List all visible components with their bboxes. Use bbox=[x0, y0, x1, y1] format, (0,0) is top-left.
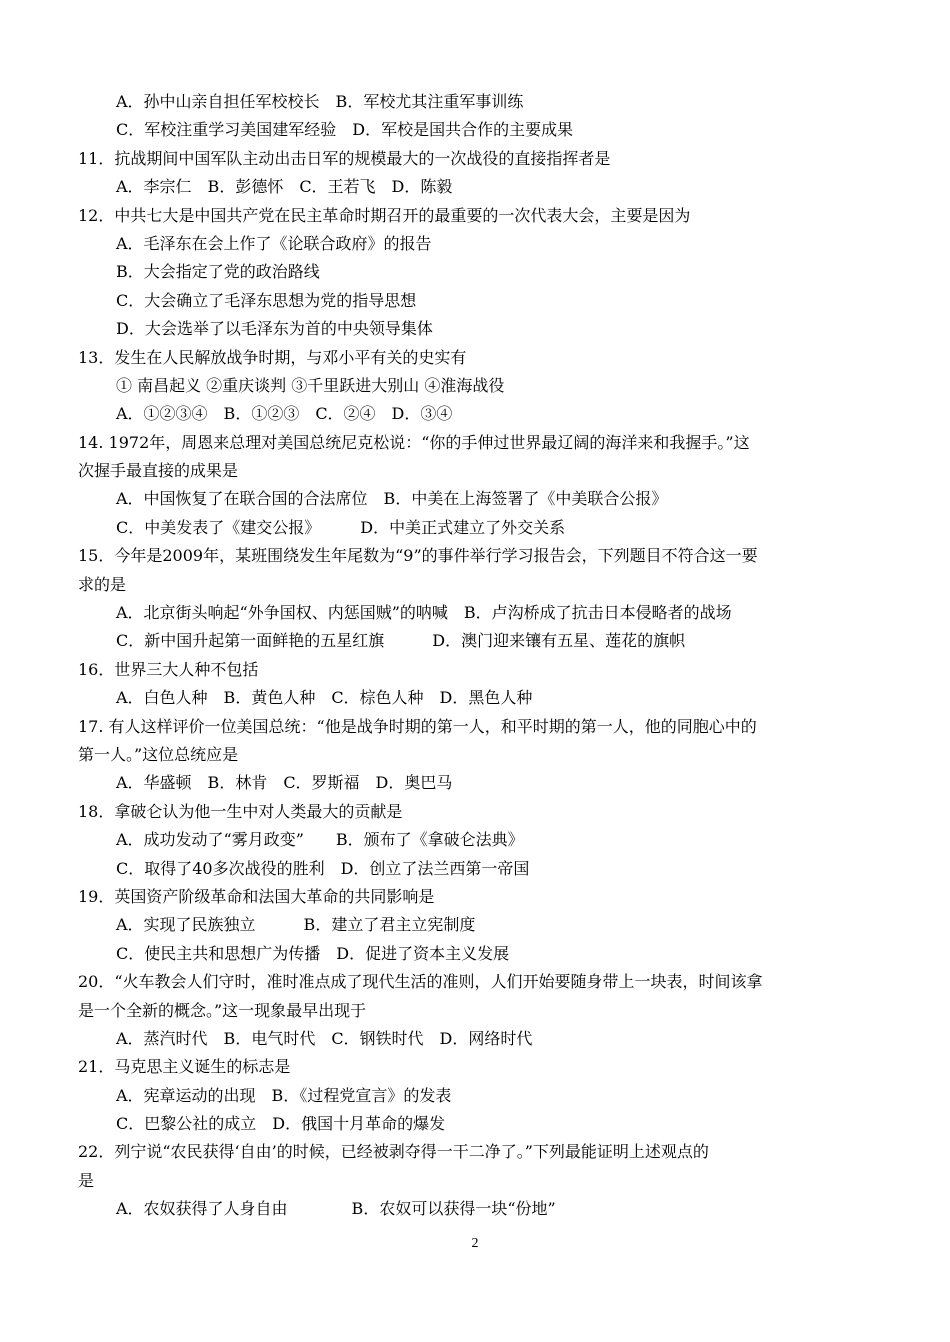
question-stem: 21．马克思主义诞生的标志是 bbox=[78, 1057, 291, 1077]
question-stem: 16．世界三大人种不包括 bbox=[78, 659, 259, 679]
answer-options: A．北京街头响起“外争国权、内惩国贼”的呐喊 B．卢沟桥成了抗击日本侵略者的战场 bbox=[116, 603, 732, 623]
question-stem: 15．今年是2009年，某班围绕发生年尾数为“9”的事件举行学习报告会，下列题目不符合这一要 bbox=[78, 546, 758, 566]
question-stem: 14. 1972年，周恩来总理对美国总统尼克松说：“你的手伸过世界最辽阔的海洋来和我握手。”这 bbox=[78, 432, 750, 452]
answer-options: A．①②③④ B．①②③ C．②④ D．③④ bbox=[116, 404, 453, 424]
answer-options: A．中国恢复了在联合国的合法席位 B．中美在上海签署了《中美联合公报》 bbox=[116, 489, 668, 509]
answer-option: B．大会指定了党的政治路线 bbox=[116, 262, 320, 282]
question-stem: 19．英国资产阶级革命和法国大革命的共同影响是 bbox=[78, 886, 435, 906]
question-stem: 11．抗战期间中国军队主动出击日军的规模最大的一次战役的直接指挥者是 bbox=[78, 148, 611, 168]
answer-options: C．新中国升起第一面鲜艳的五星红旗 D．澳门迎来镶有五星、莲花的旗帜 bbox=[116, 631, 686, 651]
answer-options: A．白色人种 B．黄色人种 C．棕色人种 D．黑色人种 bbox=[116, 688, 533, 708]
answer-option: A．毛泽东在会上作了《论联合政府》的报告 bbox=[116, 233, 432, 253]
answer-options: A．华盛顿 B．林肯 C．罗斯福 D．奥巴马 bbox=[116, 773, 453, 793]
question-stem: 12．中共七大是中国共产党在民主革命时期召开的最重要的一次代表大会，主要是因为 bbox=[78, 205, 691, 225]
answer-options: C．巴黎公社的成立 D．俄国十月革命的爆发 bbox=[116, 1114, 446, 1134]
question-stem: 17. 有人这样评价一位美国总统：“他是战争时期的第一人，和平时期的第一人，他的同胞心中的 bbox=[78, 716, 757, 736]
question-stem: 22．列宁说“农民获得‘自由’的时候，已经被剥夺得一干二净了。”下列最能证明上述观点的 bbox=[78, 1142, 709, 1162]
question-items: ① 南昌起义 ②重庆谈判 ③千里跃进大别山 ④淮海战役 bbox=[116, 375, 505, 395]
question-stem: 13．发生在人民解放战争时期，与邓小平有关的史实有 bbox=[78, 347, 467, 367]
text-line: C．军校注重学习美国建军经验 D．军校是国共合作的主要成果 bbox=[116, 120, 574, 140]
answer-options: C．取得了40多次战役的胜利 D．创立了法兰西第一帝国 bbox=[116, 858, 530, 878]
answer-option: C．大会确立了毛泽东思想为党的指导思想 bbox=[116, 290, 417, 310]
answer-options: A．成功发动了“雾月政变” B．颁布了《拿破仑法典》 bbox=[116, 830, 524, 850]
question-stem-cont: 求的是 bbox=[78, 574, 127, 594]
page-number: 2 bbox=[471, 1236, 479, 1251]
question-stem-cont: 是一个全新的概念。”这一现象最早出现于 bbox=[78, 1000, 367, 1020]
question-stem-cont: 是 bbox=[78, 1170, 95, 1190]
answer-options: A．李宗仁 B．彭德怀 C．王若飞 D．陈毅 bbox=[116, 177, 453, 197]
answer-option: D．大会选举了以毛泽东为首的中央领导集体 bbox=[116, 319, 433, 339]
question-stem-cont: 第一人。”这位总统应是 bbox=[78, 744, 239, 764]
question-stem: 18．拿破仑认为他一生中对人类最大的贡献是 bbox=[78, 801, 403, 821]
answer-options: C．使民主共和思想广为传播 D．促进了资本主义发展 bbox=[116, 943, 510, 963]
question-text bbox=[78, 88, 878, 1224]
question-stem: 20．“火车教会人们守时，准时准点成了现代生活的准则，人们开始要随身带上一块表，时间该拿 bbox=[78, 972, 763, 992]
question-stem-cont: 次握手最直接的成果是 bbox=[78, 461, 239, 481]
answer-options: A．蒸汽时代 B．电气时代 C．钢铁时代 D．网络时代 bbox=[116, 1028, 533, 1048]
text-line: A．孙中山亲自担任军校校长 B．军校尤其注重军事训练 bbox=[116, 92, 524, 111]
answer-options: A．宪章运动的出现 B．《过程党宣言》的发表 bbox=[116, 1085, 452, 1105]
answer-options: A．实现了民族独立 B．建立了君主立宪制度 bbox=[116, 915, 476, 935]
answer-options: C．中美发表了《建交公报》 D．中美正式建立了外交关系 bbox=[116, 517, 566, 537]
answer-options: A．农奴获得了人身自由 B．农奴可以获得一块“份地” bbox=[116, 1199, 556, 1219]
